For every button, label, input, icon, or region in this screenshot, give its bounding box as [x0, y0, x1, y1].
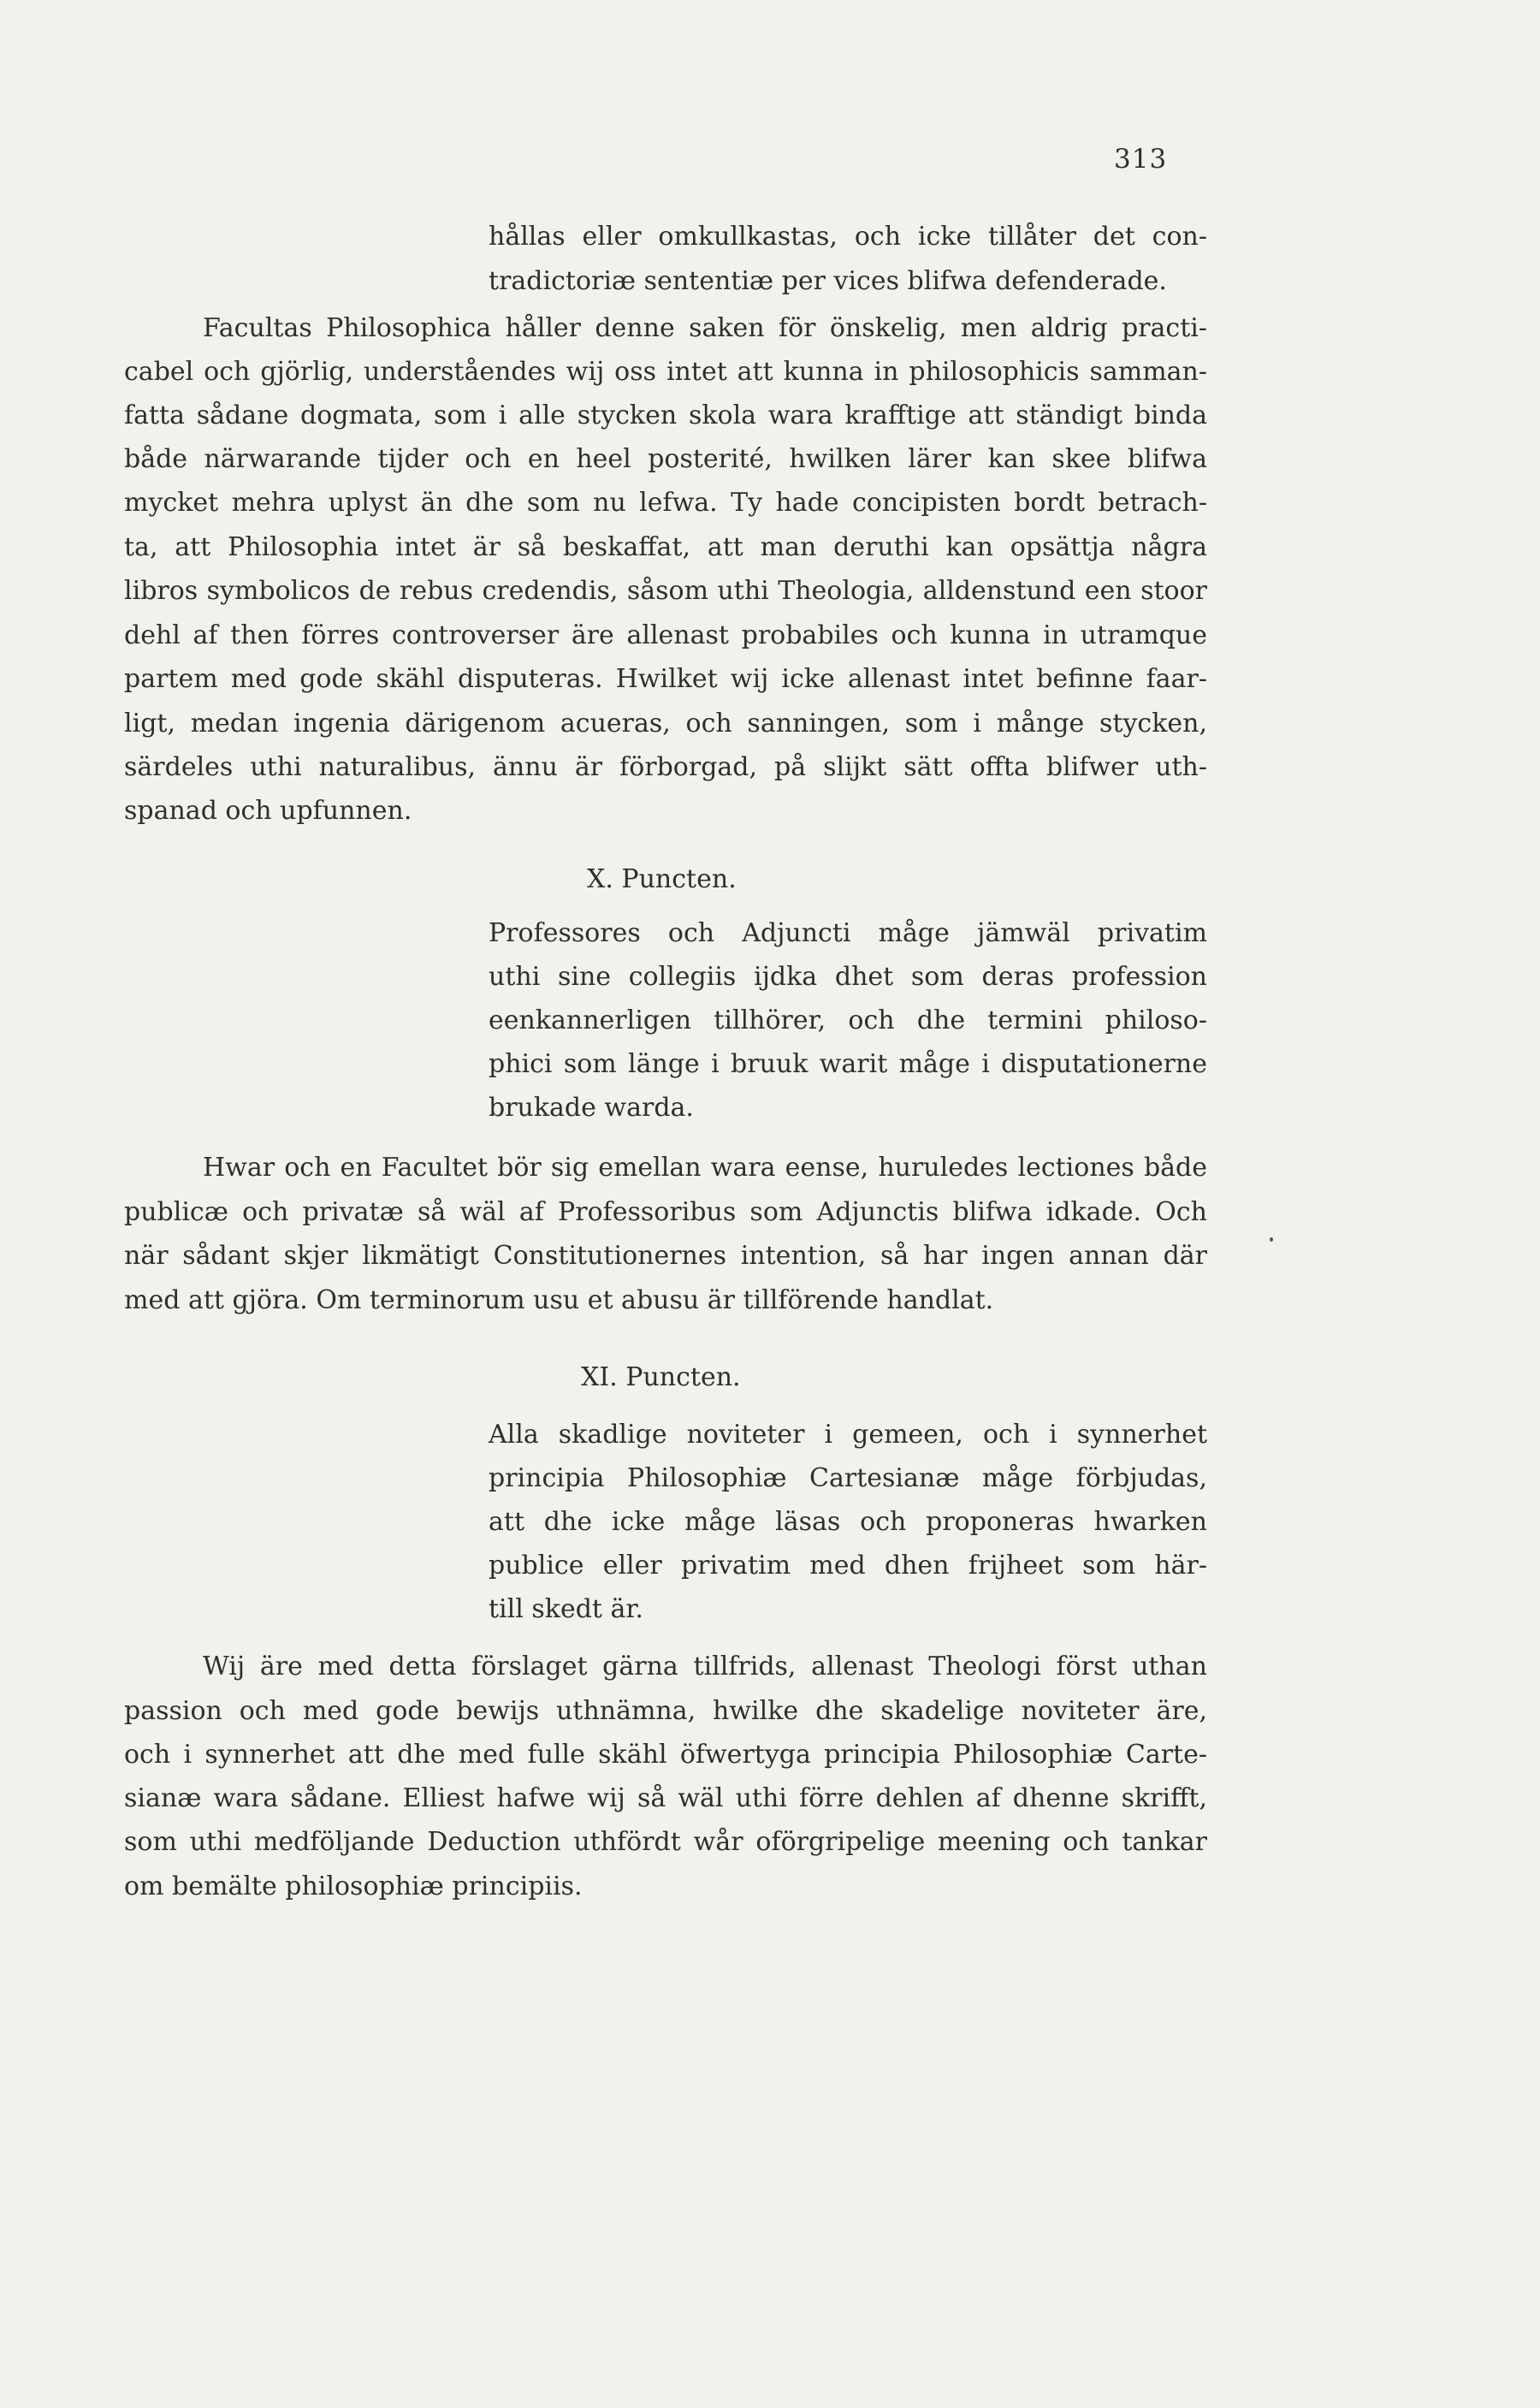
- text-line: Professores och Adjuncti måge jämwäl privatim: [489, 918, 1207, 948]
- text-line: passion och med gode bewijs uthnämna, hwilke dhe skadelige noviteter äre,: [124, 1696, 1207, 1726]
- text-line: som uthi medföljande Deduction uthfördt wår oförgripelige meening och tankar: [124, 1827, 1207, 1857]
- text-line: mycket mehra uplyst än dhe som nu lefwa. Ty hade concipisten bordt betrach-: [124, 488, 1207, 518]
- text-line: eenkannerligen tillhörer, och dhe termini philoso-: [489, 1005, 1207, 1035]
- text-line: Alla skadlige noviteter i gemeen, och i synnerhet: [489, 1420, 1207, 1450]
- text-line: sianæ wara sådane. Elliest hafwe wij så wäl uthi förre dehlen af dhenne skrifft,: [124, 1783, 1207, 1813]
- section-heading: XI. Puncten.: [581, 1362, 741, 1392]
- text-line: ta, att Philosophia intet är så beskaffat, att man deruthi kan opsättja några: [124, 532, 1207, 562]
- text-line: partem med gode skähl disputeras. Hwilket wij icke allenast intet befinne faar-: [124, 664, 1207, 694]
- text-line: spanad och upfunnen.: [124, 796, 412, 826]
- text-line: ligt, medan ingenia därigenom acueras, och sanningen, som i månge stycken,: [124, 709, 1207, 738]
- text-line: om bemälte philosophiæ principiis.: [124, 1871, 583, 1901]
- text-line: Facultas Philosophica håller denne saken för önskelig, men aldrig practi-: [203, 313, 1207, 343]
- text-line: fatta sådane dogmata, som i alle stycken skola wara krafftige att ständigt binda: [124, 400, 1207, 430]
- text-line: brukade warda.: [489, 1093, 694, 1123]
- text-line: till skedt är.: [489, 1594, 643, 1624]
- text-line: och i synnerhet att dhe med fulle skähl öfwertyga principia Philosophiæ Carte-: [124, 1740, 1207, 1770]
- text-line: cabel och gjörlig, underståendes wij oss intet att kunna in philosophicis samman-: [124, 357, 1207, 387]
- section-heading: X. Puncten.: [587, 864, 737, 894]
- text-line: dehl af then förres controverser äre allenast probabiles och kunna in utramque: [124, 620, 1207, 650]
- text-line: principia Philosophiæ Cartesianæ måge förbjudas,: [489, 1463, 1207, 1493]
- text-line: libros symbolicos de rebus credendis, såsom uthi Theologia, alldenstund een stoor: [124, 576, 1207, 606]
- text-line: publice eller privatim med dhen frijheet som här-: [489, 1551, 1207, 1581]
- text-line: uthi sine collegiis ijdka dhet som deras profession: [489, 962, 1207, 992]
- text-line: att dhe icke måge läsas och proponeras hwarken: [489, 1507, 1207, 1537]
- text-line: tradictoriæ sententiæ per vices blifwa defenderade.: [489, 266, 1167, 296]
- text-line: med att gjöra. Om terminorum usu et abusu är tillförende handlat.: [124, 1285, 994, 1315]
- text-line: Hwar och en Facultet bör sig emellan wara eense, huruledes lectiones både: [203, 1153, 1207, 1183]
- text-line: publicæ och privatæ så wäl af Professoribus som Adjunctis blifwa idkade. Och: [124, 1197, 1207, 1227]
- text-line: när sådant skjer likmätigt Constitutionernes intention, så har ingen annan där: [124, 1241, 1207, 1271]
- text-line: hållas eller omkullkastas, och icke tillåter det con-: [489, 222, 1207, 252]
- text-line: särdeles uthi naturalibus, ännu är förborgad, på slijkt sätt offta blifwer uth-: [124, 752, 1207, 782]
- text-line: phici som länge i bruuk warit måge i disputationerne: [489, 1049, 1207, 1079]
- stray-ink-mark: [1270, 1237, 1273, 1242]
- text-line: både närwarande tijder och en heel posterité, hwilken lärer kan skee blifwa: [124, 444, 1207, 474]
- text-line: Wij äre med detta förslaget gärna tillfrids, allenast Theologi först uthan: [203, 1652, 1207, 1681]
- page-number: 313: [1114, 144, 1168, 175]
